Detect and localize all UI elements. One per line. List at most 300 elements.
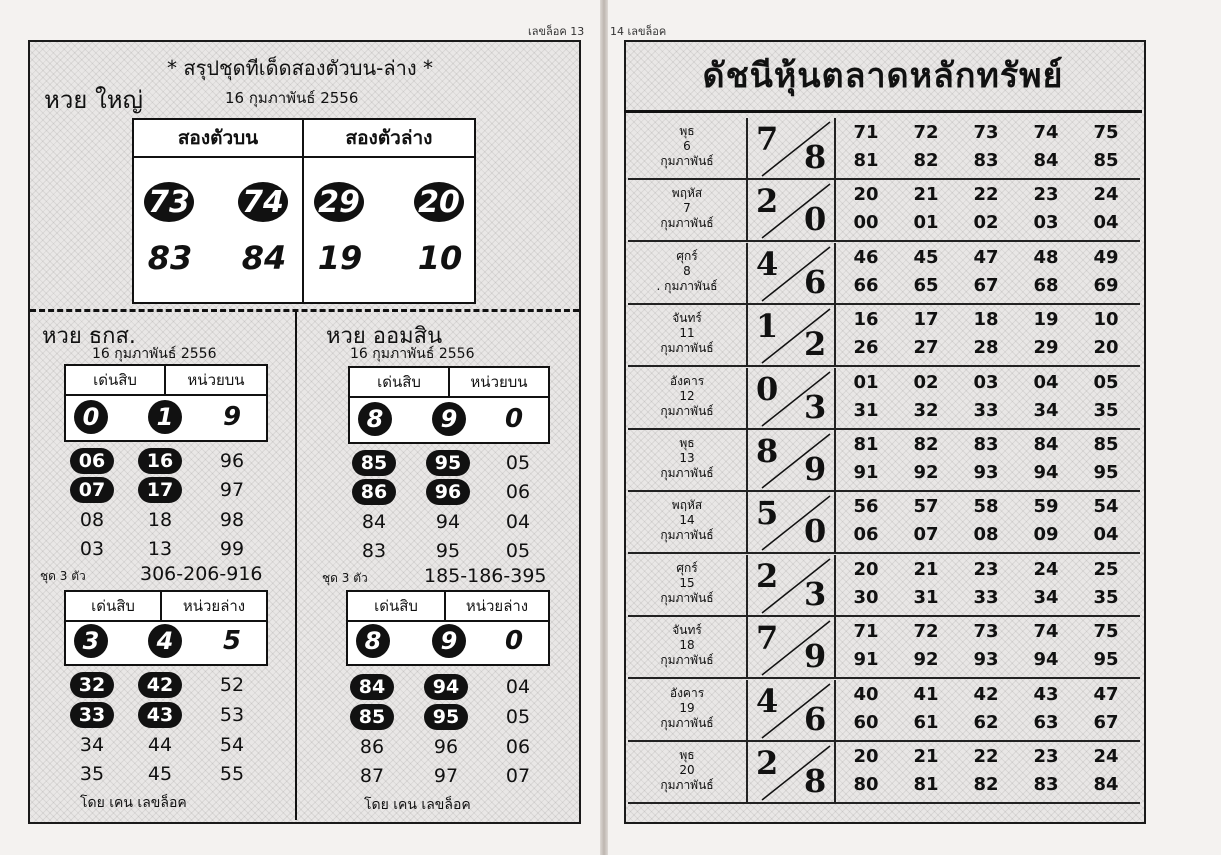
row-number-top: 74	[1033, 122, 1059, 143]
baac-lotto-name: หวย ธกส.	[42, 324, 136, 349]
row-number-top: 73	[973, 122, 999, 143]
baac-credit: โดย เคน เลขล็อค	[80, 795, 187, 811]
row-date-cell	[628, 305, 748, 365]
gsb-lower-r1-c2: 94	[424, 674, 468, 700]
row-number-top: 82	[913, 434, 939, 455]
row-number-top: 24	[1093, 184, 1119, 206]
row-numbers	[838, 180, 1138, 240]
gsb-upper-head-2: หน่วยบน	[450, 368, 548, 398]
baac-lower-head-2: หน่วยล่าง	[162, 592, 266, 622]
row-date-cell	[628, 243, 748, 303]
gsb-upper-r2-c2: 96	[426, 479, 470, 505]
baac-upper-r4-c3: 99	[219, 538, 245, 560]
big-lotto-name: หวย ใหญ่	[44, 86, 143, 114]
row-number-bottom: 33	[973, 399, 999, 421]
baac-upper-r4-c1: 03	[79, 538, 105, 560]
gsb-upper-box	[348, 366, 550, 444]
row-date: 14	[679, 513, 695, 528]
baac-lower-r2-c3: 53	[219, 704, 245, 726]
row-number-top: 18	[973, 309, 999, 331]
row-number-bottom: 82	[973, 774, 999, 795]
gsb-upper-r4-c1: 83	[361, 540, 387, 562]
row-number-bottom: 33	[973, 586, 999, 608]
row-number-top: 23	[1033, 746, 1059, 767]
row-number-top: 23	[973, 558, 999, 580]
row-number-top: 20	[853, 184, 879, 206]
left-title: * สรุปชุดทีเด็ดสองตัวบน-ล่าง *	[167, 56, 433, 80]
row-number-bottom: 08	[973, 524, 999, 546]
row-number-top: 58	[973, 496, 999, 518]
row-date: 7	[683, 201, 691, 216]
baac-upper-r3-c1: 08	[79, 509, 105, 531]
gsb-upper-r4-c2: 95	[435, 540, 461, 562]
row-digit-cell	[748, 492, 836, 552]
row-number-bottom: 09	[1033, 524, 1059, 546]
row-number-top: 20	[853, 746, 879, 767]
big-plain-1: 83	[147, 239, 193, 277]
row-number-top: 43	[1033, 683, 1059, 705]
dashed-divider	[30, 309, 579, 312]
index-row	[628, 742, 1140, 804]
gsb-lotto-date: 16 กุมภาพันธ์ 2556	[350, 346, 475, 362]
row-number-top: 21	[913, 558, 939, 580]
row-numbers	[838, 118, 1138, 178]
gsb-lower-r1-c1: 84	[350, 674, 394, 700]
row-numbers	[838, 243, 1138, 303]
row-number-top: 03	[973, 371, 999, 393]
right-page-header: 14 เลขล็อค	[610, 25, 667, 38]
row-digit-cell	[748, 305, 836, 365]
row-digit-b: 0	[804, 512, 827, 551]
gsb-upper-digit-3: 0	[504, 404, 524, 434]
vertical-divider	[295, 312, 297, 820]
gsb-lower-r1-c3: 04	[505, 676, 531, 698]
big-lotto-box	[132, 118, 476, 304]
baac-lower-head-1: เด่นสิบ	[66, 592, 162, 622]
row-number-top: 22	[973, 184, 999, 206]
row-number-bottom: 01	[913, 212, 939, 234]
baac-upper-r1-c3: 96	[219, 450, 245, 472]
row-number-bottom: 84	[1093, 774, 1119, 795]
row-digit-a: 2	[756, 744, 779, 782]
row-number-bottom: 67	[1093, 711, 1119, 733]
row-number-bottom: 85	[1093, 150, 1119, 171]
gsb-lower-box	[346, 590, 550, 666]
row-number-bottom: 34	[1033, 586, 1059, 608]
row-day: ศุกร์	[676, 560, 698, 575]
row-number-top: 22	[973, 746, 999, 767]
row-number-top: 02	[913, 371, 939, 393]
row-digit-a: 4	[756, 681, 779, 720]
big-circled-3: 29	[314, 182, 364, 222]
row-number-bottom: 69	[1093, 274, 1119, 296]
row-digit-cell	[748, 243, 836, 303]
row-number-bottom: 35	[1093, 586, 1119, 608]
row-number-bottom: 91	[853, 462, 879, 483]
baac-lower-digit-3: 5	[222, 626, 242, 656]
row-month: กุมภาพันธ์	[660, 154, 714, 168]
row-number-bottom: 29	[1033, 337, 1059, 359]
row-date-cell	[628, 368, 748, 428]
row-digit-cell	[748, 617, 836, 677]
gsb-upper-digit-1: 8	[358, 402, 392, 436]
row-month: กุมภาพันธ์	[660, 715, 714, 730]
row-digit-a: 5	[756, 494, 779, 533]
baac-set-value: 306-206-916	[140, 563, 263, 585]
row-numbers	[838, 492, 1138, 552]
row-number-top: 57	[913, 496, 939, 518]
row-date: 13	[679, 451, 695, 465]
baac-lower-digit-1: 3	[74, 624, 108, 658]
row-date: 11	[679, 326, 695, 341]
row-number-bottom: 82	[913, 150, 939, 171]
baac-lower-r3-c2: 44	[147, 734, 173, 756]
gsb-lower-r2-c2: 95	[424, 704, 468, 730]
row-number-top: 56	[853, 496, 879, 518]
row-number-bottom: 02	[973, 212, 999, 234]
row-date: 12	[679, 388, 695, 403]
row-numbers	[838, 742, 1138, 802]
big-plain-3: 19	[317, 239, 363, 277]
row-date-cell	[628, 617, 748, 677]
row-number-bottom: 94	[1033, 462, 1059, 483]
row-number-top: 46	[853, 246, 879, 268]
row-month: กุมภาพันธ์	[660, 466, 714, 480]
row-month: กุมภาพันธ์	[660, 653, 714, 668]
row-number-bottom: 67	[973, 274, 999, 296]
gsb-lower-r2-c3: 05	[505, 706, 531, 728]
row-number-top: 17	[913, 309, 939, 331]
row-month: กุมภาพันธ์	[660, 590, 714, 605]
index-title: ดัชนีหุ้นตลาดหลักทรัพย์	[624, 40, 1142, 113]
index-row	[628, 617, 1140, 679]
row-date-cell	[628, 180, 748, 240]
row-number-top: 10	[1093, 309, 1119, 331]
row-date: 19	[679, 700, 695, 715]
baac-upper-r2-c1: 07	[70, 477, 114, 503]
row-date: 18	[679, 638, 695, 653]
baac-lower-r4-c1: 35	[79, 763, 105, 785]
row-number-bottom: 32	[913, 399, 939, 421]
row-number-bottom: 34	[1033, 399, 1059, 421]
baac-lower-r1-c2: 42	[138, 672, 182, 698]
row-number-bottom: 83	[973, 150, 999, 171]
row-number-bottom: 30	[853, 586, 879, 608]
baac-lower-r4-c3: 55	[219, 763, 245, 785]
big-circled-2: 74	[238, 182, 288, 222]
gsb-upper-r2-c3: 06	[505, 481, 531, 503]
row-number-bottom: 80	[853, 774, 879, 795]
row-date: 20	[679, 763, 695, 777]
baac-lower-r2-c1: 33	[70, 702, 114, 728]
row-digit-b: 8	[804, 138, 827, 176]
big-lotto-date: 16 กุมภาพันธ์ 2556	[225, 89, 359, 107]
row-number-top: 54	[1093, 496, 1119, 518]
row-number-top: 24	[1033, 558, 1059, 580]
row-day: อังคาร	[669, 373, 705, 388]
row-number-bottom: 84	[1033, 150, 1059, 171]
row-digit-cell	[748, 430, 836, 490]
row-number-top: 49	[1093, 246, 1119, 268]
gsb-lower-r3-c3: 06	[505, 736, 531, 758]
book-spine	[600, 0, 608, 855]
row-month: กุมภาพันธ์	[660, 778, 714, 792]
row-numbers	[838, 430, 1138, 490]
gsb-set-label: ชุด 3 ตัว	[322, 571, 368, 585]
gsb-upper-r1-c2: 95	[426, 450, 470, 476]
row-number-top: 23	[1033, 184, 1059, 206]
row-number-bottom: 00	[853, 212, 879, 234]
row-day: พุธ	[679, 436, 695, 450]
index-row	[628, 243, 1140, 305]
gsb-upper-r4-c3: 05	[505, 540, 531, 562]
row-day: จันทร์	[672, 311, 702, 326]
row-number-bottom: 65	[913, 274, 939, 296]
row-number-top: 25	[1093, 558, 1119, 580]
row-number-top: 83	[973, 434, 999, 455]
row-numbers	[838, 680, 1138, 740]
row-number-bottom: 95	[1093, 462, 1119, 483]
row-date-cell	[628, 742, 748, 802]
row-day: พุธ	[679, 124, 695, 138]
big-circled-1: 73	[144, 182, 194, 222]
row-number-bottom: 95	[1093, 649, 1119, 671]
left-page-header: เลขล็อค 13	[528, 25, 585, 38]
row-number-bottom: 20	[1093, 337, 1119, 359]
col-top-header: สองตัวบน	[134, 120, 304, 158]
row-number-bottom: 35	[1093, 399, 1119, 421]
baac-upper-head-1: เด่นสิบ	[66, 366, 166, 396]
row-number-top: 45	[913, 246, 939, 268]
baac-lower-r3-c1: 34	[79, 734, 105, 756]
row-day: พฤหัส	[671, 186, 703, 201]
gsb-lower-r4-c1: 87	[359, 765, 385, 787]
row-number-top: 20	[853, 558, 879, 580]
row-number-bottom: 31	[913, 586, 939, 608]
row-numbers	[838, 617, 1138, 677]
baac-upper-box	[64, 364, 268, 442]
row-number-top: 48	[1033, 246, 1059, 268]
row-day: จันทร์	[672, 623, 702, 638]
row-number-bottom: 66	[853, 274, 879, 296]
row-number-top: 71	[853, 621, 879, 643]
row-number-bottom: 92	[913, 649, 939, 671]
row-number-bottom: 93	[973, 462, 999, 483]
row-digit-a: 7	[756, 120, 779, 158]
big-plain-4: 10	[417, 239, 463, 277]
gsb-lower-r3-c1: 86	[359, 736, 385, 758]
gsb-lower-r4-c2: 97	[433, 765, 459, 787]
gsb-upper-r3-c2: 94	[435, 511, 461, 533]
baac-upper-r1-c2: 16	[138, 448, 182, 474]
row-digit-a: 1	[756, 307, 779, 346]
row-digit-cell	[748, 368, 836, 428]
row-number-bottom: 04	[1093, 212, 1119, 234]
baac-set-label: ชุด 3 ตัว	[40, 569, 86, 583]
row-number-bottom: 83	[1033, 774, 1059, 795]
row-date-cell	[628, 680, 748, 740]
gsb-lower-digit-3: 0	[504, 626, 524, 656]
gsb-lower-head-1: เด่นสิบ	[348, 592, 446, 622]
row-number-top: 19	[1033, 309, 1059, 331]
gsb-set-value: 185-186-395	[424, 565, 547, 587]
row-digit-b: 9	[804, 637, 827, 676]
gsb-lower-r4-c3: 07	[505, 765, 531, 787]
row-day: อังคาร	[669, 685, 705, 700]
baac-upper-digit-1: 0	[74, 400, 108, 434]
row-number-top: 84	[1033, 434, 1059, 455]
row-number-top: 73	[973, 621, 999, 643]
row-number-bottom: 61	[913, 711, 939, 733]
row-date-cell	[628, 118, 748, 178]
row-digit-cell	[748, 680, 836, 740]
col-bottom-header: สองตัวล่าง	[304, 120, 474, 158]
row-digit-a: 8	[756, 432, 779, 470]
row-number-top: 40	[853, 683, 879, 705]
row-number-bottom: 07	[913, 524, 939, 546]
row-number-top: 01	[853, 371, 879, 393]
row-day: พฤหัส	[671, 498, 703, 513]
row-digit-cell	[748, 742, 836, 802]
row-number-top: 59	[1033, 496, 1059, 518]
baac-upper-r4-c2: 13	[147, 538, 173, 560]
index-row	[628, 368, 1140, 430]
baac-lower-r2-c2: 43	[138, 702, 182, 728]
row-number-bottom: 93	[973, 649, 999, 671]
row-digit-b: 2	[804, 325, 827, 364]
index-row	[628, 118, 1140, 180]
row-number-bottom: 62	[973, 711, 999, 733]
big-circled-4: 20	[414, 182, 464, 222]
row-digit-b: 9	[804, 450, 827, 488]
baac-upper-r1-c1: 06	[70, 448, 114, 474]
big-plain-2: 84	[241, 239, 287, 277]
col-divider	[302, 156, 304, 302]
baac-lower-r1-c1: 32	[70, 672, 114, 698]
gsb-upper-r3-c1: 84	[361, 511, 387, 533]
baac-lower-digit-2: 4	[148, 624, 182, 658]
row-month: กุมภาพันธ์	[660, 341, 714, 356]
row-number-bottom: 63	[1033, 711, 1059, 733]
row-digit-a: 2	[756, 556, 779, 595]
gsb-credit: โดย เคน เลขล็อค	[364, 797, 471, 813]
row-digit-a: 2	[756, 182, 779, 221]
row-number-top: 05	[1093, 371, 1119, 393]
baac-lotto-date: 16 กุมภาพันธ์ 2556	[92, 346, 217, 362]
row-number-bottom: 91	[853, 649, 879, 671]
row-digit-b: 3	[804, 574, 827, 613]
gsb-lower-r2-c1: 85	[350, 704, 394, 730]
row-number-bottom: 81	[853, 150, 879, 171]
row-digit-a: 7	[756, 619, 779, 658]
row-date: 8	[683, 263, 691, 278]
gsb-lower-digit-2: 9	[432, 624, 466, 658]
row-digit-cell	[748, 118, 836, 178]
gsb-upper-r1-c3: 05	[505, 452, 531, 474]
row-number-bottom: 31	[853, 399, 879, 421]
row-month: กุมภาพันธ์	[660, 528, 714, 543]
baac-upper-r2-c3: 97	[219, 479, 245, 501]
row-digit-a: 4	[756, 244, 779, 283]
index-row	[628, 430, 1140, 492]
gsb-lower-r3-c2: 96	[433, 736, 459, 758]
gsb-upper-r2-c1: 86	[352, 479, 396, 505]
row-date: 15	[679, 575, 695, 590]
gsb-upper-digit-2: 9	[432, 402, 466, 436]
row-digit-a: 0	[756, 369, 779, 408]
index-row	[628, 492, 1140, 554]
row-number-top: 72	[913, 621, 939, 643]
row-numbers	[838, 305, 1138, 365]
row-number-top: 71	[853, 122, 879, 143]
gsb-lotto-name: หวย ออมสิน	[326, 324, 443, 349]
row-number-bottom: 26	[853, 337, 879, 359]
gsb-upper-r3-c3: 04	[505, 511, 531, 533]
row-number-bottom: 28	[973, 337, 999, 359]
gsb-upper-head-1: เด่นสิบ	[350, 368, 450, 398]
row-number-bottom: 03	[1033, 212, 1059, 234]
row-digit-cell	[748, 180, 836, 240]
gsb-lower-head-2: หน่วยล่าง	[446, 592, 548, 622]
baac-lower-r4-c2: 45	[147, 763, 173, 785]
index-row	[628, 680, 1140, 742]
row-number-top: 41	[913, 683, 939, 705]
row-number-bottom: 04	[1093, 524, 1119, 546]
row-number-bottom: 60	[853, 711, 879, 733]
row-day: พุธ	[679, 748, 695, 762]
baac-lower-r3-c3: 54	[219, 734, 245, 756]
row-number-bottom: 06	[853, 524, 879, 546]
row-number-top: 21	[913, 746, 939, 767]
row-date-cell	[628, 430, 748, 490]
row-number-top: 21	[913, 184, 939, 206]
row-day: ศุกร์	[676, 248, 698, 263]
baac-upper-r2-c2: 17	[138, 477, 182, 503]
baac-upper-r3-c2: 18	[147, 509, 173, 531]
row-month: กุมภาพันธ์	[660, 403, 714, 418]
row-number-top: 81	[853, 434, 879, 455]
baac-upper-digit-2: 1	[148, 400, 182, 434]
row-number-top: 24	[1093, 746, 1119, 767]
row-numbers	[838, 555, 1138, 615]
baac-upper-r3-c3: 98	[219, 509, 245, 531]
row-number-top: 72	[913, 122, 939, 143]
baac-upper-digit-3: 9	[222, 402, 242, 432]
row-number-bottom: 81	[913, 774, 939, 795]
row-month: กุมภาพันธ์	[660, 216, 714, 231]
row-number-top: 16	[853, 309, 879, 331]
baac-lower-box	[64, 590, 268, 666]
gsb-lower-digit-1: 8	[356, 624, 390, 658]
row-digit-b: 3	[804, 387, 827, 426]
row-digit-b: 6	[804, 699, 827, 738]
row-date-cell	[628, 555, 748, 615]
row-numbers	[838, 368, 1138, 428]
row-digit-b: 8	[804, 762, 827, 800]
row-date: 6	[683, 139, 691, 153]
index-row	[628, 305, 1140, 367]
row-number-top: 47	[973, 246, 999, 268]
row-number-top: 85	[1093, 434, 1119, 455]
row-date-cell	[628, 492, 748, 552]
row-number-top: 75	[1093, 122, 1119, 143]
row-digit-b: 6	[804, 262, 827, 301]
row-number-bottom: 68	[1033, 274, 1059, 296]
row-number-top: 47	[1093, 683, 1119, 705]
row-digit-cell	[748, 555, 836, 615]
index-row	[628, 555, 1140, 617]
row-number-top: 75	[1093, 621, 1119, 643]
